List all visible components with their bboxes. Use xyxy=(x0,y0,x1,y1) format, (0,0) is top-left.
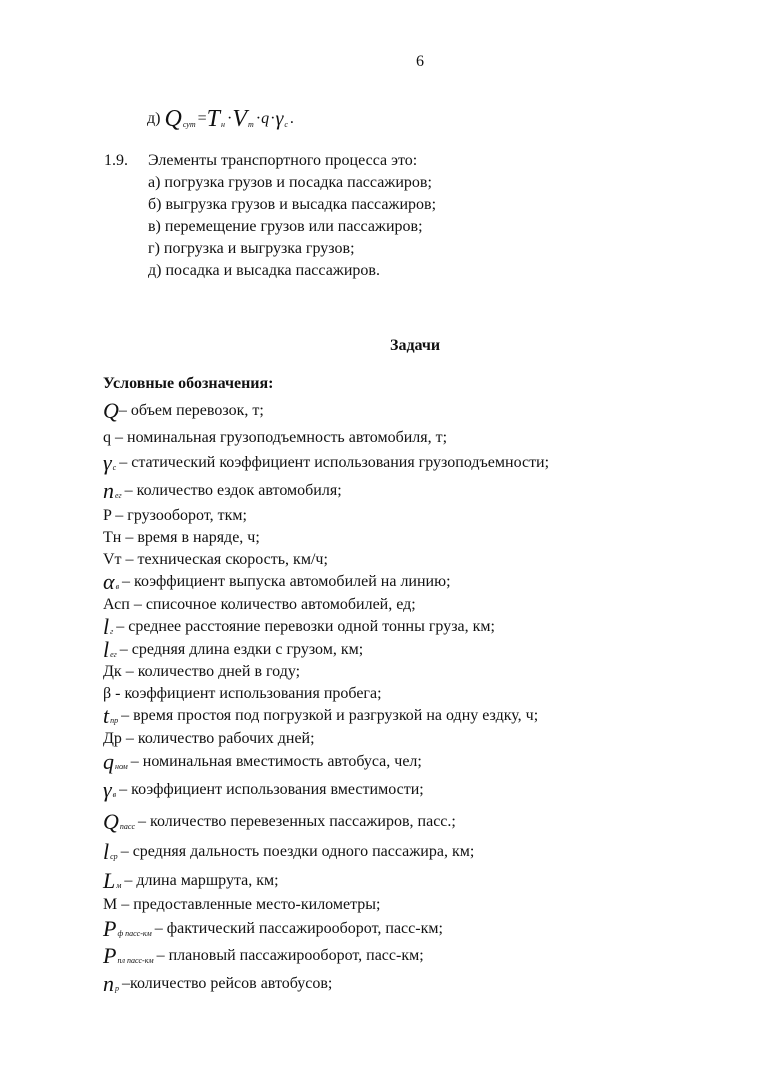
question-text: Элементы транспортного процесса это: xyxy=(148,152,418,169)
question-option: б) выгрузка грузов и высадка пассажиров; xyxy=(148,196,437,213)
legend-item xyxy=(103,870,279,891)
formula-dot: · xyxy=(227,110,233,127)
legend-description: Др – количество рабочих дней; xyxy=(103,730,315,747)
question-option: в) перемещение грузов или пассажиров; xyxy=(148,218,423,235)
legend-item xyxy=(103,683,382,704)
legend-item xyxy=(103,616,495,637)
formula-lhs-sub: сут xyxy=(182,120,196,129)
legend-description: – номинальная вместимость автобуса, чел; xyxy=(130,753,422,770)
legend-item xyxy=(103,661,300,682)
legend-symbol-subscript: ег xyxy=(110,650,117,659)
legend-description: – количество перевезенных пассажиров, пасс.; xyxy=(138,813,456,830)
legend-description: – среднее расстояние перевозки одной тонны груза, км; xyxy=(116,618,495,635)
legend-item xyxy=(103,639,363,660)
formula-t2-sub: т xyxy=(248,120,254,129)
legend-symbol: P xyxy=(103,916,117,941)
legend-item xyxy=(103,705,538,726)
legend-symbol-subscript: ег xyxy=(115,491,122,500)
formula-dot: · xyxy=(270,110,276,127)
question-option: а) погрузка грузов и посадка пассажиров; xyxy=(148,174,432,191)
legend-symbol: l xyxy=(103,637,110,662)
legend-description: – количество ездок автомобиля; xyxy=(124,482,342,499)
legend-description: – длина маршрута, км; xyxy=(124,872,279,889)
formula-lhs: Q xyxy=(164,106,182,132)
legend-item xyxy=(103,841,474,862)
formula-dot: · xyxy=(255,110,262,127)
formula-t4-sub: с xyxy=(284,120,288,129)
legend-description: – объем перевозок, т; xyxy=(118,402,264,419)
legend-item xyxy=(103,452,549,473)
legend-symbol-subscript: в xyxy=(115,582,120,591)
legend-symbol-subscript: пр xyxy=(110,716,119,725)
legend-item xyxy=(103,894,380,915)
legend-description: Vт – техническая скорость, км/ч; xyxy=(103,551,328,568)
legend-item xyxy=(103,527,260,548)
legend-description: – время простоя под погрузкой и разгрузкой на одну ездку, ч; xyxy=(121,707,539,724)
legend-item xyxy=(103,779,424,800)
legend-symbol: n xyxy=(103,478,114,503)
legend-description: – фактический пассажирооборот, пасс-км; xyxy=(154,920,443,937)
legend-item xyxy=(103,480,342,501)
legend-item xyxy=(103,549,328,570)
legend-item xyxy=(103,811,456,832)
legend-symbol: P xyxy=(103,943,117,968)
legend-symbol: l xyxy=(103,839,110,864)
legend-symbol-subscript: ф пасс-км xyxy=(117,929,152,938)
formula-t1-sub: н xyxy=(221,120,225,129)
legend-symbol-subscript: пл пасс-км xyxy=(117,956,154,965)
legend-description: – коэффициент выпуска автомобилей на линию; xyxy=(122,573,451,590)
legend-title: Условные обозначения: xyxy=(103,375,274,392)
question-option: г) погрузка и выгрузка грузов; xyxy=(148,240,355,257)
legend-symbol-subscript: ср xyxy=(110,852,118,861)
legend-item xyxy=(103,728,315,749)
legend-symbol-subscript: с xyxy=(112,463,117,472)
legend-item xyxy=(103,973,332,994)
question-option: д) посадка и высадка пассажиров. xyxy=(148,262,380,279)
legend-symbol: Q xyxy=(103,809,119,834)
legend-description: – статический коэффициент использования грузоподъемности; xyxy=(119,454,550,471)
legend-symbol: t xyxy=(103,703,110,728)
section-title: Задачи xyxy=(390,337,441,354)
legend-description: М – предоставленные место-километры; xyxy=(103,896,381,913)
formula-eq: = xyxy=(197,110,207,127)
legend-symbol: q xyxy=(103,749,114,774)
legend-symbol-subscript: пасс xyxy=(119,822,135,831)
legend-item xyxy=(103,427,447,448)
legend-description: P – грузооборот, ткм; xyxy=(103,507,247,524)
legend-item xyxy=(103,751,422,772)
legend-description: –количество рейсов автобусов; xyxy=(122,975,333,992)
legend-item xyxy=(103,400,264,421)
legend-symbol: L xyxy=(103,868,116,893)
formula xyxy=(147,104,294,134)
question-number: 1.9. xyxy=(104,152,128,169)
formula-label: д) xyxy=(147,110,161,127)
legend-description: – плановый пассажирооборот, пасс-км; xyxy=(156,947,424,964)
formula-t4: γ xyxy=(275,108,284,130)
legend-symbol-subscript: р xyxy=(115,984,119,993)
legend-symbol: α xyxy=(103,569,115,594)
legend-symbol: Q xyxy=(103,398,119,423)
legend-item xyxy=(103,505,247,526)
legend-description: q – номинальная грузоподъемность автомобиля, т; xyxy=(103,429,448,446)
legend-symbol-subscript: м xyxy=(116,881,122,890)
formula-t1: T xyxy=(206,106,221,132)
legend-symbol-subscript: ном xyxy=(115,762,128,771)
legend-item xyxy=(103,918,443,939)
legend-symbol-subscript: г xyxy=(110,627,114,636)
legend-description: – средняя длина ездки с грузом, км; xyxy=(119,641,364,658)
legend-item xyxy=(103,594,416,615)
legend-symbol: γ xyxy=(103,450,112,475)
legend-symbol-subscript: в xyxy=(112,790,117,799)
legend-symbol: n xyxy=(103,971,114,996)
legend-item xyxy=(103,571,451,592)
legend-description: – коэффициент использования вместимости; xyxy=(119,781,424,798)
legend-description: β - коэффициент использования пробега; xyxy=(103,685,382,702)
legend-description: Дк – количество дней в году; xyxy=(103,663,301,680)
page-number: 6 xyxy=(416,53,424,70)
formula-t3: q xyxy=(261,110,270,127)
legend-item xyxy=(103,945,424,966)
formula-t2: V xyxy=(232,106,247,132)
legend-description: Тн – время в наряде, ч; xyxy=(103,529,260,546)
formula-end: . xyxy=(289,110,294,127)
legend-symbol: l xyxy=(103,614,110,639)
legend-description: – средняя дальность поездки одного пассажира, км; xyxy=(120,843,475,860)
legend-description: Асп – списочное количество автомобилей, ед; xyxy=(103,596,416,613)
legend-symbol: γ xyxy=(103,777,112,802)
